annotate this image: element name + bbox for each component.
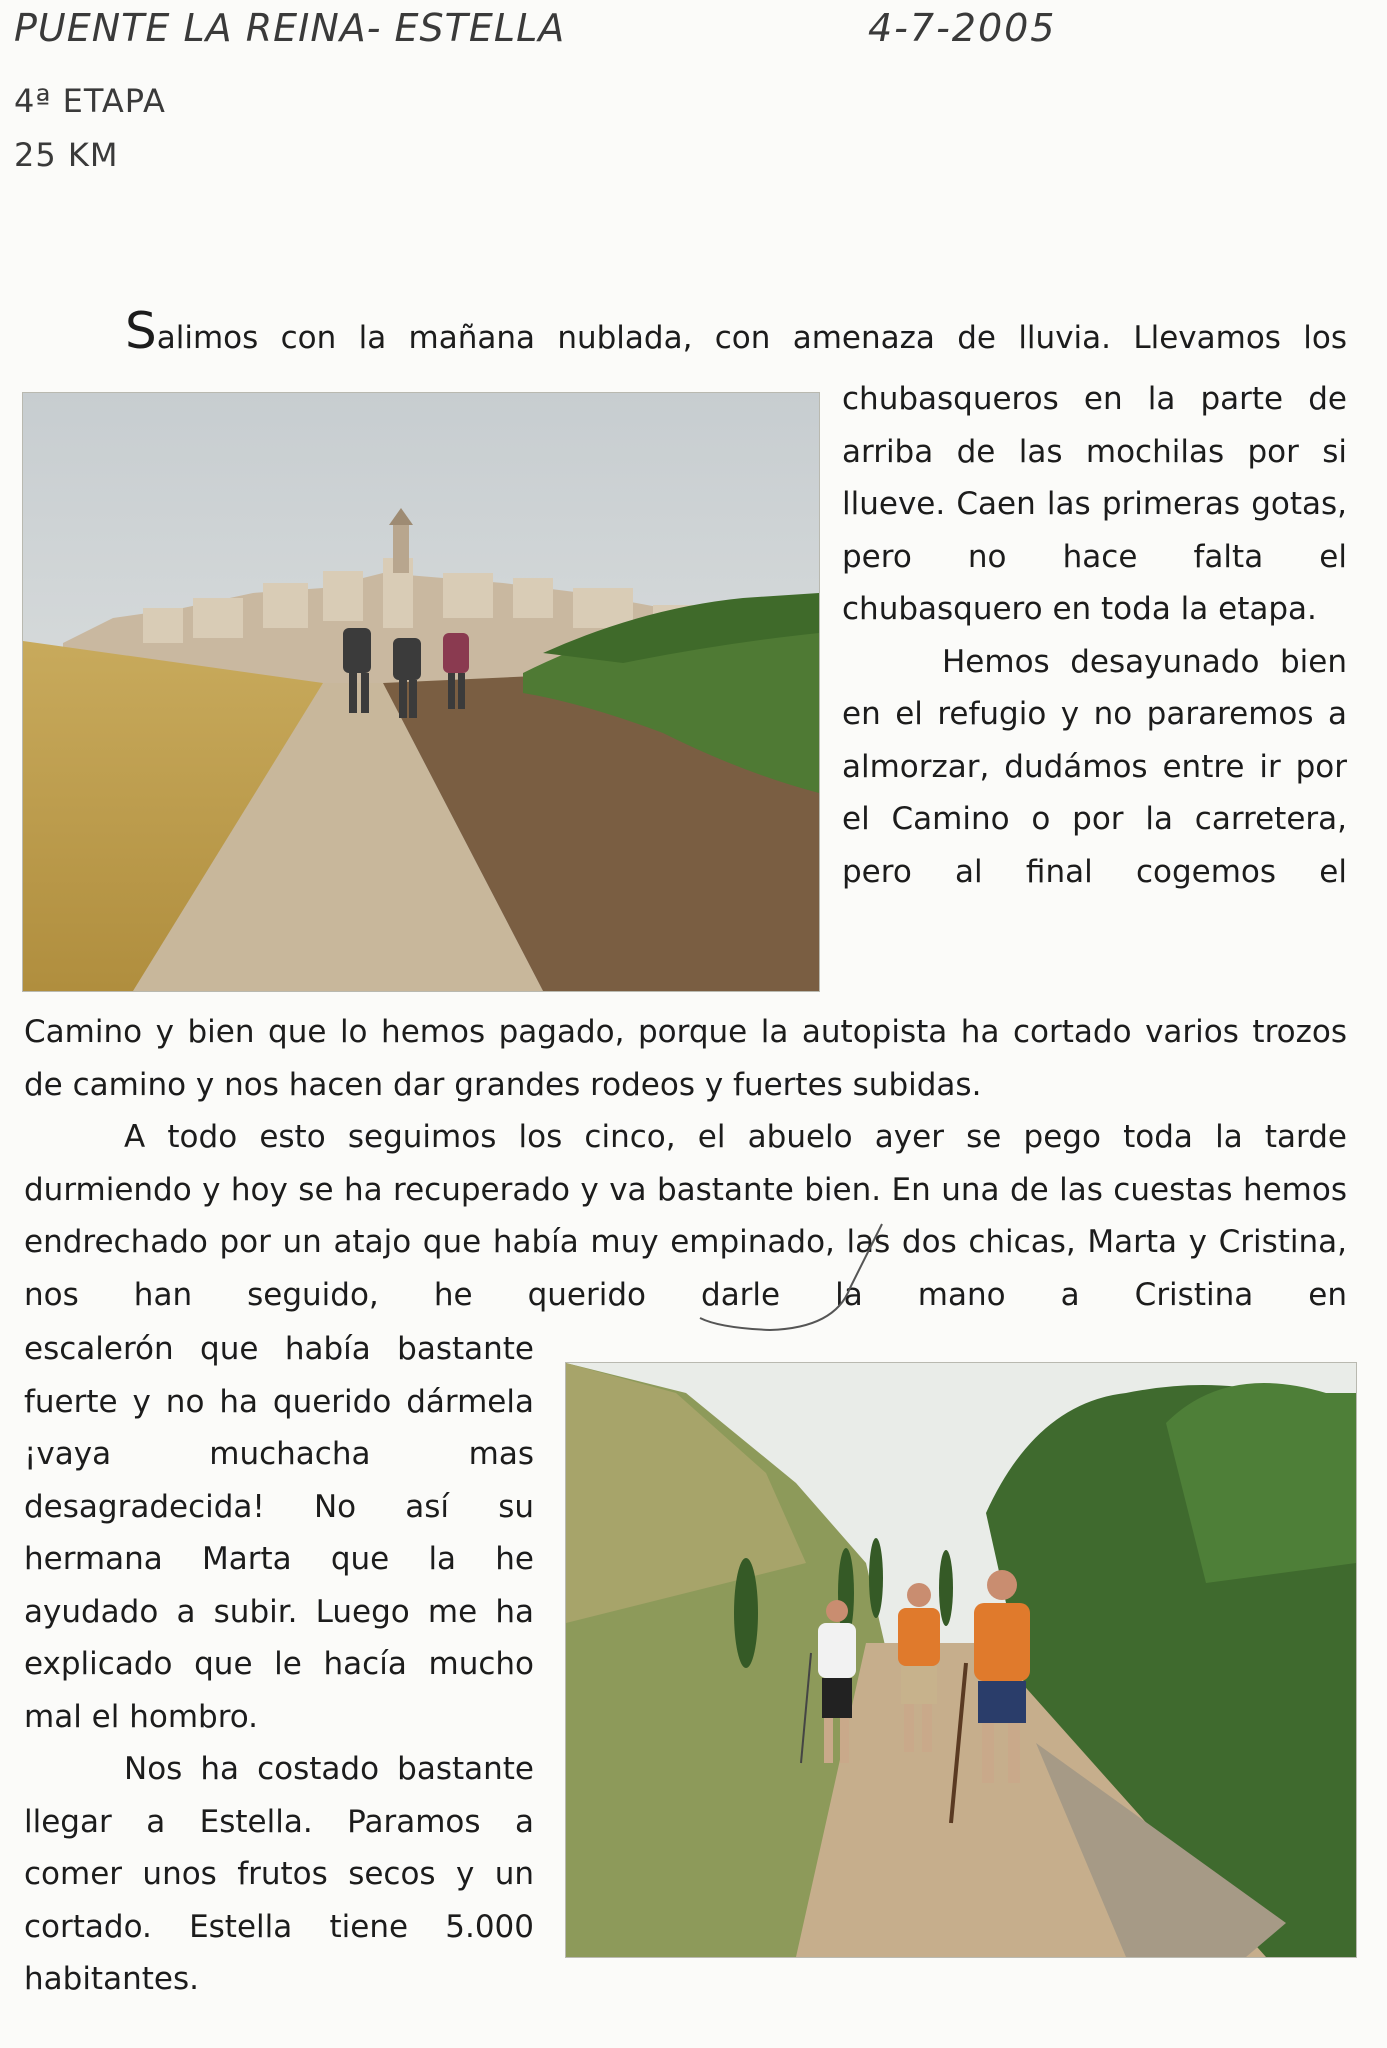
paragraph-2-start: Hemos desayunado bien en el refugio y no pararemos a almorzar, dudámos entre ir por el Camino o por la carretera, pero al final cogemos el <box>842 643 1347 890</box>
paragraph-2-end: Camino y bien que lo hemos pagado, porque la autopista ha cortado varios trozos de camino y nos hacen dar grandes rodeos y fuertes subidas. <box>24 1014 1347 1103</box>
paragraph-4: Nos ha costado bastante llegar a Estella. Paramos a comer unos frutos secos y un cortado. Estella tiene 5.000 habitantes. <box>24 1751 534 1997</box>
stage-date: 4-7-2005 <box>868 6 1057 50</box>
full-width-block <box>24 1006 1347 1321</box>
side-column-1 <box>842 373 1347 898</box>
stage-title: PUENTE LA REINA- ESTELLA <box>14 6 566 50</box>
stage-number: 4ª ETAPA <box>14 82 166 120</box>
stage-distance: 25 KM <box>14 136 119 174</box>
drop-cap: S <box>125 302 157 360</box>
photo-pilgrims-village <box>22 392 820 992</box>
paragraph-1: chubasqueros en la parte de arriba de las mochilas por si llueve. Caen las primeras gotas, pero no hace falta el chubasquero en toda la etapa. <box>842 381 1347 627</box>
opening-line-text: alimos con la mañana nublada, con amenaza de lluvia. Llevamos los <box>156 320 1347 356</box>
photo-hikers-path <box>565 1362 1357 1958</box>
paragraph-3-end: escalerón que había bastante fuerte y no ha querido dármela ¡vaya muchacha mas desagradecida! No así su hermana Marta que la he ayudado a subir. Luego me ha explicado que le hacía mucho mal el hombro. <box>24 1331 534 1735</box>
paragraph-3-start: A todo esto seguimos los cinco, el abuelo ayer se pego toda la tarde durmiendo y hoy se ha recuperado y va bastante bien. En una de las cuestas hemos endrechado por un atajo que había muy empinado, las dos chicas, Marta y Cristina, nos han seguido, he querido darle la mano a Cristina en <box>24 1119 1347 1313</box>
side-column-2 <box>24 1323 534 2006</box>
opening-line <box>125 302 1347 365</box>
